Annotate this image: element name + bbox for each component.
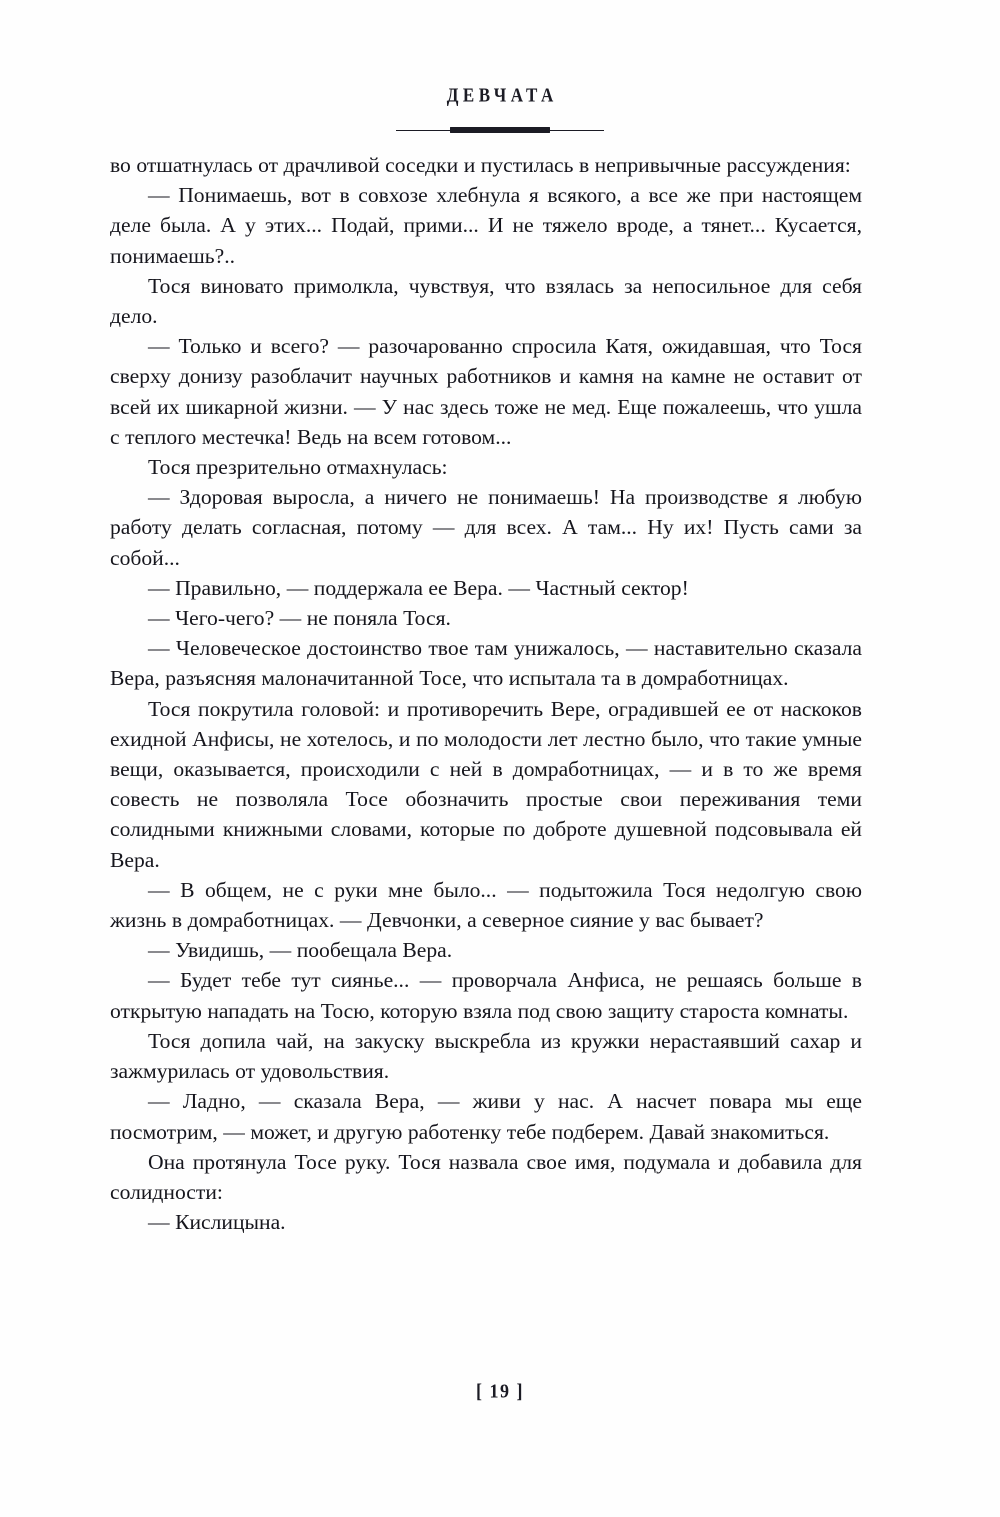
body-text-block <box>110 150 862 1237</box>
paragraph: — Только и всего? — разочарованно спросила Катя, ожидавшая, что Тося сверху донизу разоблачит научных работников и камня на камне не оставит от всей их шикарной жизни. — У нас здесь тоже не мед. Еще пожалеешь, что ушла с теплого местечка! Ведь на всем готовом... <box>110 334 862 449</box>
paragraph: — В общем, не с руки мне было... — подытожила Тося недолгую свою жизнь в домработницах. — Девчонки, а северное сияние у вас бывает? <box>110 877 862 933</box>
paragraph: Она протянула Тосе руку. Тося назвала свое имя, подумала и добавила для солидности: <box>110 1149 862 1204</box>
paragraph: во отшатнулась от драчливой соседки и пустилась в непривычные рассуждения: <box>110 153 851 177</box>
header-divider-ornament <box>396 126 604 134</box>
paragraph: — Будет тебе тут сиянье... — проворчала Анфиса, не решаясь больше в открытую нападать на Тосю, которую взяла под свою защиту староста комнаты. <box>110 968 862 1023</box>
divider-thick-bar <box>450 127 550 133</box>
paragraph: — Кислицына. <box>148 1210 286 1235</box>
running-head-title: ДЕВЧАТА <box>446 83 558 107</box>
page-number: [ 19 ] <box>476 1379 524 1402</box>
paragraph: — Ладно, — сказала Вера, — живи у нас. А насчет повара мы еще посмотрим, — может, и другую работенку тебе подберем. Давай знакомиться. <box>110 1089 862 1144</box>
paragraph: — Понимаешь, вот в совхозе хлебнула я всякого, а все же при настоящем деле была. А у этих... Подай, прими... И не тяжело вроде, а тянет... Кусается, понимаешь?.. <box>110 183 862 268</box>
paragraph: — Чего-чего? — не поняла Тося. <box>148 606 451 631</box>
paragraph: Тося допила чай, на закуску выскребла из кружки нерастаявший сахар и зажмурилась от удовольствия. <box>110 1028 862 1084</box>
paragraph: Тося презрительно отмахнулась: <box>148 455 448 480</box>
paragraph: — Увидишь, — пообещала Вера. <box>148 938 453 963</box>
paragraph: — Правильно, — поддержала ее Вера. — Частный сектор! <box>148 575 689 600</box>
paragraph: — Человеческое достоинство твое там унижалось, — наставительно сказала Вера, разъясняя малоначитанной Тосе, что испытала та в домработницах. <box>110 636 862 691</box>
paragraph: Тося покрутила головой: и противоречить Вере, оградившей ее от наскоков ехидной Анфисы, не хотелось, и по молодости лет лестно было, что такие умные вещи, оказывается, происходили с ней в домработницах, — и в то же время совесть не позволяла Тосе обозначить простые свои переживания теми солидными книжными словами, которые по доброте душевной подсовывала ей Вера. <box>110 696 862 872</box>
paragraph: — Здоровая выросла, а ничего не понимаешь! На производстве я любую работу делать согласная, потому — для всех. А там... Ну их! Пусть сами за собой... <box>110 485 862 570</box>
paragraph: Тося виновато примолкла, чувствуя, что взялась за непосильное для себя дело. <box>110 273 862 329</box>
running-head <box>0 83 1000 107</box>
